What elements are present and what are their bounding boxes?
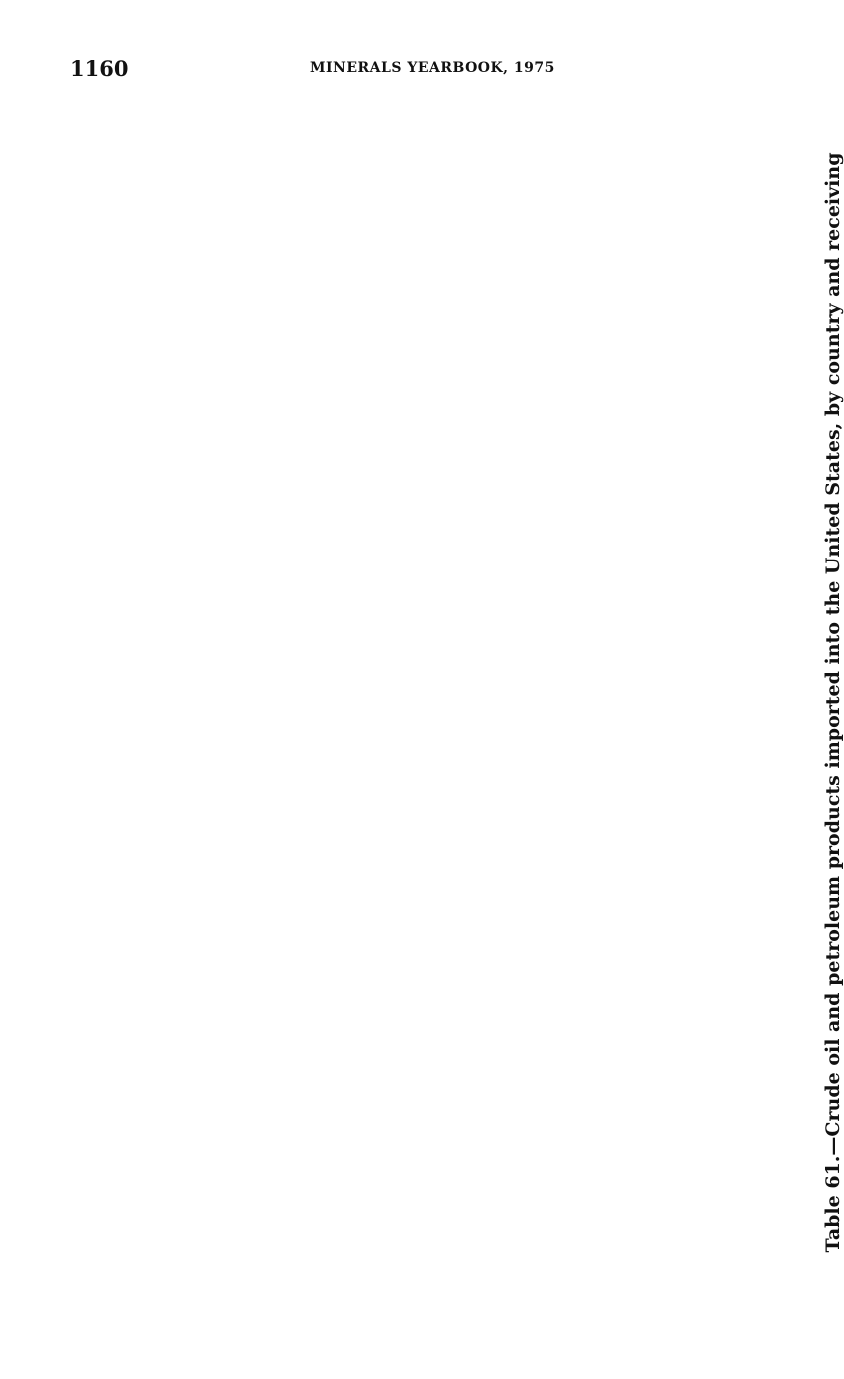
running-title: MINERALS YEARBOOK, 1975 [310, 60, 555, 76]
table-title: Table 61.—Crude oil and petroleum products imported into the United States, by country and receiving [822, 152, 844, 1253]
rotated-table-region [822, 115, 844, 1290]
page-number: 1160 [70, 56, 129, 81]
